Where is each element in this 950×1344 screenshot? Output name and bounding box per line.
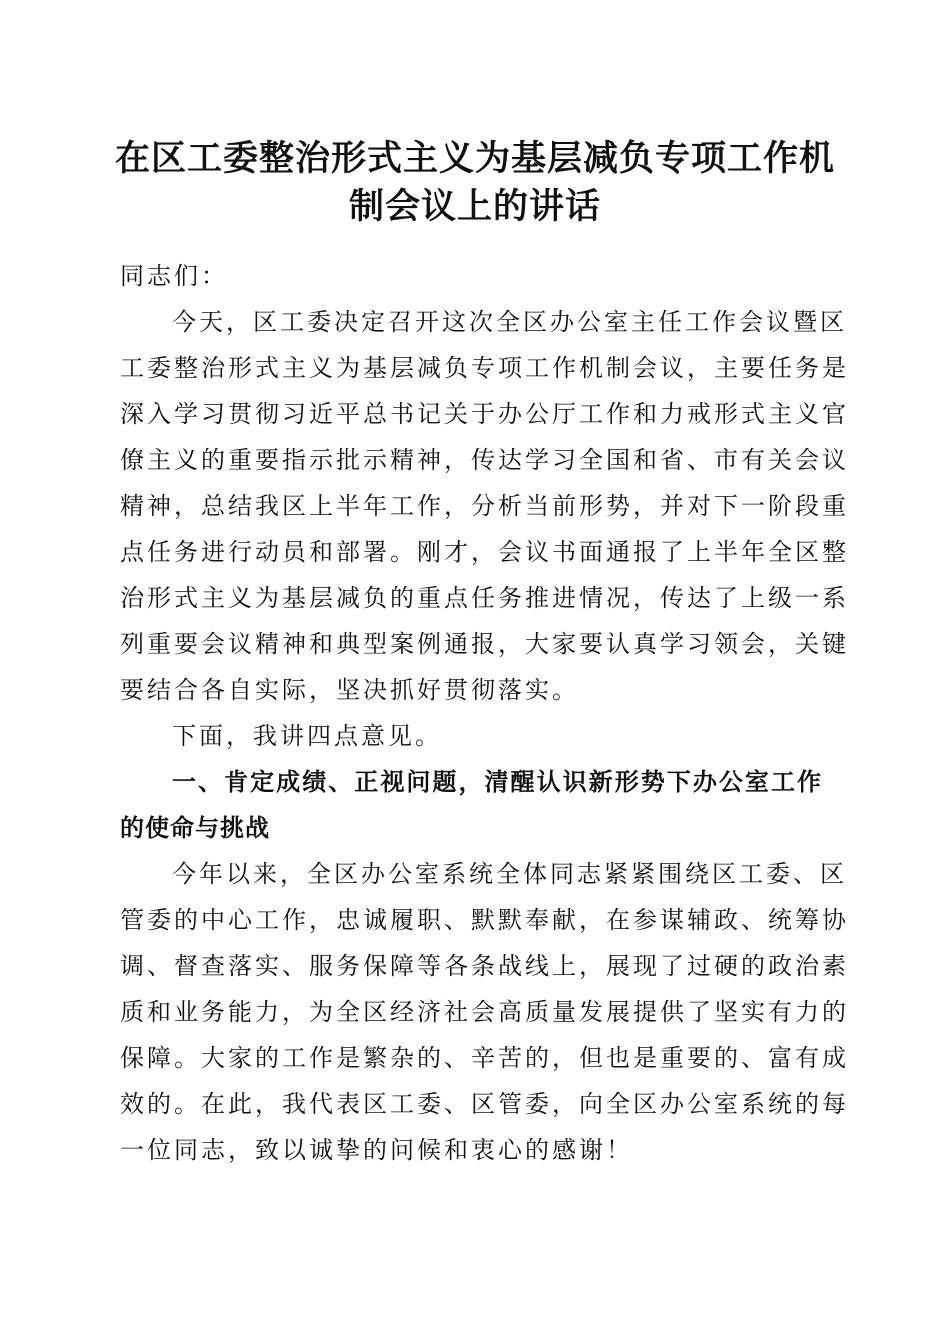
section-paragraph bbox=[120, 851, 849, 1173]
paragraph-line: 工委整治形式主义为基层减负专项工作机制会议，主要任务是 bbox=[120, 354, 849, 382]
paragraph-line: 保障。大家的工作是繁杂的、辛苦的，但也是重要的、富有成 bbox=[120, 1044, 849, 1072]
paragraph-line: 一位同志，致以诚挚的问候和衷心的感谢！ bbox=[120, 1136, 633, 1164]
paragraph-line: 管委的中心工作，忠诚履职、默默奉献，在参谋辅政、统筹协 bbox=[120, 906, 849, 934]
paragraph-line: 调、督查落实、服务保障等各条战线上，展现了过硬的政治素 bbox=[120, 952, 849, 980]
opening-paragraph bbox=[120, 299, 849, 713]
paragraph-line: 治形式主义为基层减负的重点任务推进情况，传达了上级一系 bbox=[120, 584, 849, 612]
paragraph-line: 深入学习贯彻习近平总书记关于办公厅工作和力戒形式主义官 bbox=[120, 400, 849, 428]
salutation-line: 同志们： bbox=[120, 262, 228, 290]
paragraph-line: 僚主义的重要指示批示精神，传达学习全国和省、市有关会议 bbox=[120, 446, 849, 474]
paragraph-line: 精神，总结我区上半年工作，分析当前形势，并对下一阶段重 bbox=[120, 492, 849, 520]
paragraph-line: 今天，区工委决定召开这次全区办公室主任工作会议暨区 bbox=[172, 308, 847, 336]
paragraph-line: 质和业务能力，为全区经济社会高质量发展提供了坚实有力的 bbox=[120, 998, 849, 1026]
document-body bbox=[120, 253, 849, 1173]
transition-paragraph bbox=[120, 713, 822, 759]
paragraph-line: 今年以来，全区办公室系统全体同志紧紧围绕区工委、区 bbox=[172, 860, 847, 888]
paragraph-line: 列重要会议精神和典型案例通报，大家要认真学习领会，关键 bbox=[120, 630, 849, 658]
title-line: 在区工委整治形式主义为基层减负专项工作机 bbox=[114, 138, 835, 179]
section-heading bbox=[120, 759, 822, 851]
title-line: 制会议上的讲话 bbox=[348, 186, 601, 227]
paragraph-line: 下面，我讲四点意见。 bbox=[172, 722, 442, 750]
paragraph-line: 效的。在此，我代表区工委、区管委，向全区办公室系统的每 bbox=[120, 1090, 849, 1118]
salutation bbox=[120, 253, 822, 299]
paragraph-line: 要结合各自实际，坚决抓好贯彻落实。 bbox=[120, 676, 579, 704]
heading-line: 的使命与挑战 bbox=[120, 814, 270, 842]
heading-line: 一、肯定成绩、正视问题，清醒认识新形势下办公室工作 bbox=[172, 768, 822, 796]
paragraph-line: 点任务进行动员和部署。刚才，会议书面通报了上半年全区整 bbox=[120, 538, 849, 566]
document-title bbox=[110, 135, 840, 231]
